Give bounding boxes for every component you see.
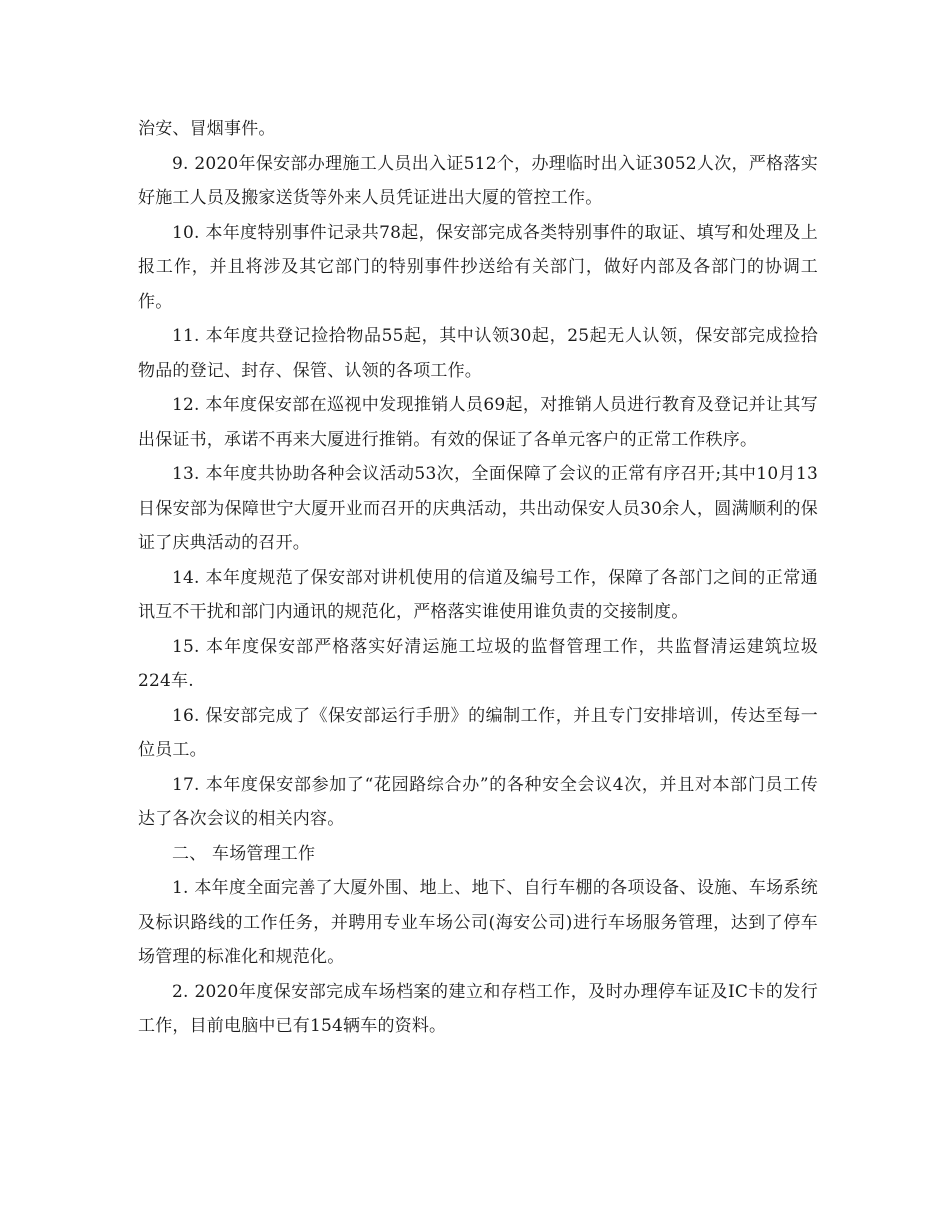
document-body	[138, 112, 818, 1044]
paragraph-item-17: 17. 本年度保安部参加了“花园路综合办”的各种安全会议4次，并且对本部门员工传达了各次会议的相关内容。	[138, 774, 818, 829]
paragraph-item-13: 13. 本年度共协助各种会议活动53次，全面保障了会议的正常有序召开;其中10月13日保安部为保障世宁大厦开业而召开的庆典活动，共出动保安人员30余人，圆满顺利的保证了庆典活动的召开。	[138, 464, 818, 553]
paragraph-item-10: 10. 本年度特别事件记录共78起，保安部完成各类特别事件的取证、填写和处理及上报工作，并且将涉及其它部门的特别事件抄送给有关部门，做好内部及各部门的协调工作。	[138, 222, 818, 312]
paragraph-continuation: 治安、冒烟事件。	[138, 119, 276, 139]
section-heading-parking: 二、 车场管理工作	[172, 843, 316, 864]
paragraph-item-15: 15. 本年度保安部严格落实好清运施工垃圾的监督管理工作，共监督清运建筑垃圾224车.	[138, 636, 818, 691]
paragraph-parking-1: 1. 本年度全面完善了大厦外围、地上、地下、自行车棚的各项设备、设施、车场系统及标识路线的工作任务，并聘用专业车场公司(海安公司)进行车场服务管理，达到了停车场管理的标准化和规范化。	[138, 878, 818, 967]
paragraph-item-14: 14. 本年度规范了保安部对讲机使用的信道及编号工作，保障了各部门之间的正常通讯互不干扰和部门内通讯的规范化，严格落实谁使用谁负责的交接制度。	[138, 567, 818, 622]
paragraph-item-11: 11. 本年度共登记捡拾物品55起，其中认领30起，25起无人认领，保安部完成捡拾物品的登记、封存、保管、认领的各项工作。	[138, 326, 818, 381]
paragraph-parking-2: 2. 2020年度保安部完成车场档案的建立和存档工作，及时办理停车证及IC卡的发行工作，目前电脑中已有154辆车的资料。	[138, 981, 818, 1036]
paragraph-item-12: 12. 本年度保安部在巡视中发现推销人员69起，对推销人员进行教育及登记并让其写出保证书，承诺不再来大厦进行推销。有效的保证了各单元客户的正常工作秩序。	[138, 395, 818, 450]
paragraph-item-16: 16. 保安部完成了《保安部运行手册》的编制工作，并且专门安排培训，传达至每一位员工。	[138, 705, 818, 760]
paragraph-item-9: 9. 2020年保安部办理施工人员出入证512个，办理临时出入证3052人次，严格落实好施工人员及搬家送货等外来人员凭证进出大厦的管控工作。	[138, 153, 818, 208]
